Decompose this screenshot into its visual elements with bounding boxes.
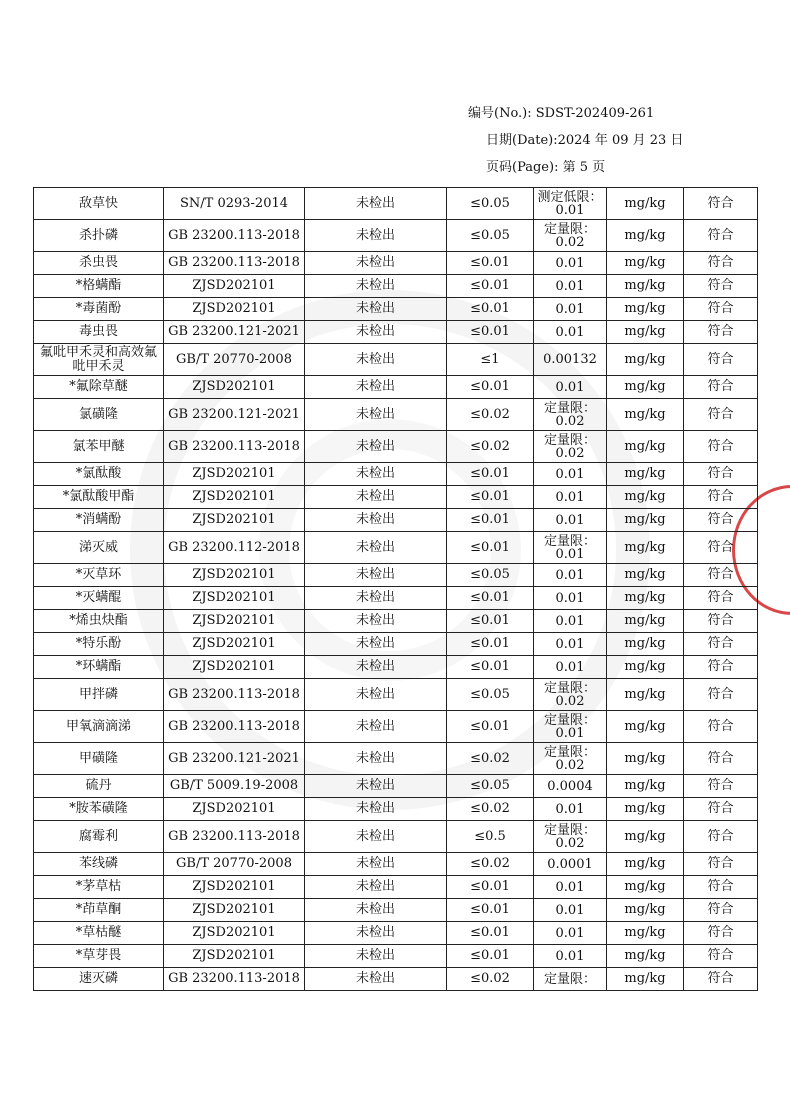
limit-cell: 0.01 <box>534 798 607 821</box>
table-row <box>34 899 758 922</box>
item-name-cell: *毒菌酚 <box>34 298 164 321</box>
result-cell: 未检出 <box>305 344 447 376</box>
result-cell: 未检出 <box>305 587 447 610</box>
table-row <box>34 376 758 399</box>
verdict-cell: 符合 <box>684 610 758 633</box>
limit-cell: 测定低限：0.01 <box>534 188 607 220</box>
table-row <box>34 587 758 610</box>
verdict-cell: 符合 <box>684 220 758 252</box>
method-cell: ZJSD202101 <box>164 922 305 945</box>
verdict-cell: 符合 <box>684 252 758 275</box>
limit-cell: 定量限：0.01 <box>534 711 607 743</box>
verdict-cell: 符合 <box>684 711 758 743</box>
result-cell: 未检出 <box>305 876 447 899</box>
result-cell: 未检出 <box>305 610 447 633</box>
item-name-cell: 氟吡甲禾灵和高效氟吡甲禾灵 <box>34 344 164 376</box>
method-cell: SN/T 0293-2014 <box>164 188 305 220</box>
table-row <box>34 275 758 298</box>
unit-cell: mg/kg <box>607 532 684 564</box>
verdict-cell: 符合 <box>684 656 758 679</box>
item-name-cell: *茚草酮 <box>34 899 164 922</box>
item-name-cell: *消螨酚 <box>34 509 164 532</box>
limit-cell: 定量限：0.02 <box>534 431 607 463</box>
result-cell: 未检出 <box>305 252 447 275</box>
method-cell: ZJSD202101 <box>164 656 305 679</box>
table-row <box>34 509 758 532</box>
table-row <box>34 486 758 509</box>
limit-cell: 0.0004 <box>534 775 607 798</box>
unit-cell: mg/kg <box>607 610 684 633</box>
method-cell: ZJSD202101 <box>164 463 305 486</box>
item-name-cell: *草芽畏 <box>34 945 164 968</box>
item-name-cell: 甲拌磷 <box>34 679 164 711</box>
standard-cell: ≤0.05 <box>447 220 534 252</box>
table-row <box>34 743 758 775</box>
item-name-cell: *胺苯磺隆 <box>34 798 164 821</box>
standard-cell: ≤0.01 <box>447 633 534 656</box>
table-row <box>34 532 758 564</box>
verdict-cell: 符合 <box>684 188 758 220</box>
verdict-cell: 符合 <box>684 775 758 798</box>
standard-cell: ≤1 <box>447 344 534 376</box>
result-cell: 未检出 <box>305 564 447 587</box>
standard-cell: ≤0.01 <box>447 587 534 610</box>
limit-cell: 0.01 <box>534 275 607 298</box>
result-cell: 未检出 <box>305 431 447 463</box>
table-row <box>34 220 758 252</box>
test-results-table <box>33 187 758 991</box>
limit-cell: 定量限：0.02 <box>534 220 607 252</box>
standard-cell: ≤0.01 <box>447 899 534 922</box>
result-cell: 未检出 <box>305 968 447 991</box>
unit-cell: mg/kg <box>607 968 684 991</box>
limit-cell: 定量限：0.02 <box>534 399 607 431</box>
limit-cell: 0.01 <box>534 509 607 532</box>
report-date: 日期(Date):2024 年 09 月 23 日 <box>486 133 684 148</box>
table-row <box>34 679 758 711</box>
method-cell: ZJSD202101 <box>164 376 305 399</box>
standard-cell: ≤0.02 <box>447 798 534 821</box>
verdict-cell: 符合 <box>684 853 758 876</box>
limit-cell: 0.01 <box>534 656 607 679</box>
result-cell: 未检出 <box>305 775 447 798</box>
unit-cell: mg/kg <box>607 587 684 610</box>
unit-cell: mg/kg <box>607 463 684 486</box>
item-name-cell: 毒虫畏 <box>34 321 164 344</box>
unit-cell: mg/kg <box>607 509 684 532</box>
unit-cell: mg/kg <box>607 876 684 899</box>
verdict-cell: 符合 <box>684 431 758 463</box>
item-name-cell: 氯苯甲醚 <box>34 431 164 463</box>
method-cell: ZJSD202101 <box>164 509 305 532</box>
item-name-cell: 涕灭威 <box>34 532 164 564</box>
unit-cell: mg/kg <box>607 945 684 968</box>
item-name-cell: 甲氧滴滴涕 <box>34 711 164 743</box>
method-cell: ZJSD202101 <box>164 945 305 968</box>
method-cell: GB 23200.121-2021 <box>164 321 305 344</box>
table-row <box>34 798 758 821</box>
verdict-cell: 符合 <box>684 298 758 321</box>
limit-cell: 0.01 <box>534 564 607 587</box>
standard-cell: ≤0.02 <box>447 743 534 775</box>
table-row <box>34 252 758 275</box>
table-row <box>34 564 758 587</box>
item-name-cell: *氯酞酸 <box>34 463 164 486</box>
unit-cell: mg/kg <box>607 188 684 220</box>
limit-cell: 0.01 <box>534 899 607 922</box>
unit-cell: mg/kg <box>607 486 684 509</box>
limit-cell: 0.01 <box>534 376 607 399</box>
verdict-cell: 符合 <box>684 633 758 656</box>
item-name-cell: 硫丹 <box>34 775 164 798</box>
unit-cell: mg/kg <box>607 711 684 743</box>
item-name-cell: *茅草枯 <box>34 876 164 899</box>
verdict-cell: 符合 <box>684 399 758 431</box>
method-cell: ZJSD202101 <box>164 275 305 298</box>
method-cell: ZJSD202101 <box>164 633 305 656</box>
limit-cell: 0.01 <box>534 321 607 344</box>
result-cell: 未检出 <box>305 399 447 431</box>
method-cell: GB 23200.113-2018 <box>164 220 305 252</box>
unit-cell: mg/kg <box>607 679 684 711</box>
method-cell: GB 23200.113-2018 <box>164 821 305 853</box>
item-name-cell: 速灭磷 <box>34 968 164 991</box>
result-cell: 未检出 <box>305 711 447 743</box>
unit-cell: mg/kg <box>607 922 684 945</box>
limit-cell: 定量限：0.02 <box>534 743 607 775</box>
item-name-cell: 苯线磷 <box>34 853 164 876</box>
table-row <box>34 344 758 376</box>
method-cell: GB 23200.113-2018 <box>164 431 305 463</box>
verdict-cell: 符合 <box>684 876 758 899</box>
standard-cell: ≤0.05 <box>447 188 534 220</box>
table-row <box>34 321 758 344</box>
verdict-cell: 符合 <box>684 743 758 775</box>
limit-cell: 0.01 <box>534 486 607 509</box>
unit-cell: mg/kg <box>607 853 684 876</box>
table-row <box>34 463 758 486</box>
method-cell: GB/T 20770-2008 <box>164 344 305 376</box>
unit-cell: mg/kg <box>607 275 684 298</box>
unit-cell: mg/kg <box>607 321 684 344</box>
verdict-cell: 符合 <box>684 463 758 486</box>
item-name-cell: 杀虫畏 <box>34 252 164 275</box>
unit-cell: mg/kg <box>607 775 684 798</box>
method-cell: GB/T 5009.19-2008 <box>164 775 305 798</box>
result-cell: 未检出 <box>305 188 447 220</box>
unit-cell: mg/kg <box>607 798 684 821</box>
item-name-cell: *氟除草醚 <box>34 376 164 399</box>
verdict-cell: 符合 <box>684 486 758 509</box>
item-name-cell: *氯酞酸甲酯 <box>34 486 164 509</box>
limit-cell: 0.01 <box>534 945 607 968</box>
unit-cell: mg/kg <box>607 298 684 321</box>
limit-cell: 0.01 <box>534 298 607 321</box>
table-row <box>34 298 758 321</box>
method-cell: GB 23200.113-2018 <box>164 711 305 743</box>
standard-cell: ≤0.01 <box>447 321 534 344</box>
table-row <box>34 775 758 798</box>
standard-cell: ≤0.02 <box>447 853 534 876</box>
unit-cell: mg/kg <box>607 376 684 399</box>
item-name-cell: 敌草快 <box>34 188 164 220</box>
verdict-cell: 符合 <box>684 509 758 532</box>
table-row <box>34 633 758 656</box>
verdict-cell: 符合 <box>684 275 758 298</box>
item-name-cell: 甲磺隆 <box>34 743 164 775</box>
limit-cell: 定量限： <box>534 968 607 991</box>
result-cell: 未检出 <box>305 743 447 775</box>
result-cell: 未检出 <box>305 679 447 711</box>
unit-cell: mg/kg <box>607 399 684 431</box>
limit-cell: 定量限：0.02 <box>534 821 607 853</box>
table-row <box>34 711 758 743</box>
standard-cell: ≤0.01 <box>447 463 534 486</box>
report-number: 编号(No.): SDST-202409-261 <box>468 106 655 121</box>
limit-cell: 0.00132 <box>534 344 607 376</box>
unit-cell: mg/kg <box>607 564 684 587</box>
verdict-cell: 符合 <box>684 344 758 376</box>
table-row <box>34 610 758 633</box>
standard-cell: ≤0.01 <box>447 532 534 564</box>
standard-cell: ≤0.01 <box>447 509 534 532</box>
standard-cell: ≤0.01 <box>447 711 534 743</box>
result-cell: 未检出 <box>305 798 447 821</box>
verdict-cell: 符合 <box>684 968 758 991</box>
verdict-cell: 符合 <box>684 679 758 711</box>
item-name-cell: *环螨酯 <box>34 656 164 679</box>
result-cell: 未检出 <box>305 532 447 564</box>
verdict-cell: 符合 <box>684 899 758 922</box>
standard-cell: ≤0.5 <box>447 821 534 853</box>
limit-cell: 定量限：0.01 <box>534 532 607 564</box>
limit-cell: 0.01 <box>534 876 607 899</box>
unit-cell: mg/kg <box>607 252 684 275</box>
table-row <box>34 399 758 431</box>
verdict-cell: 符合 <box>684 821 758 853</box>
item-name-cell: *烯虫炔酯 <box>34 610 164 633</box>
standard-cell: ≤0.05 <box>447 679 534 711</box>
method-cell: ZJSD202101 <box>164 899 305 922</box>
standard-cell: ≤0.01 <box>447 486 534 509</box>
method-cell: GB 23200.121-2021 <box>164 743 305 775</box>
item-name-cell: *草枯醚 <box>34 922 164 945</box>
limit-cell: 0.0001 <box>534 853 607 876</box>
table-row <box>34 853 758 876</box>
table-row <box>34 431 758 463</box>
unit-cell: mg/kg <box>607 899 684 922</box>
result-cell: 未检出 <box>305 899 447 922</box>
method-cell: ZJSD202101 <box>164 798 305 821</box>
standard-cell: ≤0.01 <box>447 656 534 679</box>
verdict-cell: 符合 <box>684 798 758 821</box>
item-name-cell: *特乐酚 <box>34 633 164 656</box>
table-row <box>34 968 758 991</box>
method-cell: ZJSD202101 <box>164 298 305 321</box>
result-cell: 未检出 <box>305 821 447 853</box>
unit-cell: mg/kg <box>607 633 684 656</box>
verdict-cell: 符合 <box>684 532 758 564</box>
method-cell: GB 23200.112-2018 <box>164 532 305 564</box>
unit-cell: mg/kg <box>607 220 684 252</box>
standard-cell: ≤0.02 <box>447 968 534 991</box>
item-name-cell: 杀扑磷 <box>34 220 164 252</box>
standard-cell: ≤0.02 <box>447 431 534 463</box>
limit-cell: 0.01 <box>534 610 607 633</box>
verdict-cell: 符合 <box>684 587 758 610</box>
unit-cell: mg/kg <box>607 656 684 679</box>
result-cell: 未检出 <box>305 220 447 252</box>
result-cell: 未检出 <box>305 656 447 679</box>
unit-cell: mg/kg <box>607 821 684 853</box>
limit-cell: 0.01 <box>534 463 607 486</box>
result-cell: 未检出 <box>305 463 447 486</box>
standard-cell: ≤0.01 <box>447 945 534 968</box>
limit-cell: 0.01 <box>534 633 607 656</box>
standard-cell: ≤0.01 <box>447 876 534 899</box>
limit-cell: 0.01 <box>534 587 607 610</box>
result-cell: 未检出 <box>305 922 447 945</box>
table-row <box>34 945 758 968</box>
verdict-cell: 符合 <box>684 945 758 968</box>
result-cell: 未检出 <box>305 321 447 344</box>
result-cell: 未检出 <box>305 945 447 968</box>
limit-cell: 0.01 <box>534 922 607 945</box>
page-number: 页码(Page): 第 5 页 <box>486 160 606 175</box>
standard-cell: ≤0.01 <box>447 275 534 298</box>
verdict-cell: 符合 <box>684 321 758 344</box>
method-cell: ZJSD202101 <box>164 564 305 587</box>
result-cell: 未检出 <box>305 509 447 532</box>
result-cell: 未检出 <box>305 275 447 298</box>
unit-cell: mg/kg <box>607 431 684 463</box>
standard-cell: ≤0.05 <box>447 775 534 798</box>
result-cell: 未检出 <box>305 486 447 509</box>
item-name-cell: 腐霉利 <box>34 821 164 853</box>
standard-cell: ≤0.02 <box>447 399 534 431</box>
method-cell: ZJSD202101 <box>164 610 305 633</box>
table-row <box>34 656 758 679</box>
item-name-cell: *灭螨醌 <box>34 587 164 610</box>
verdict-cell: 符合 <box>684 564 758 587</box>
standard-cell: ≤0.01 <box>447 922 534 945</box>
table-row <box>34 876 758 899</box>
unit-cell: mg/kg <box>607 743 684 775</box>
table-row <box>34 821 758 853</box>
unit-cell: mg/kg <box>607 344 684 376</box>
method-cell: GB 23200.113-2018 <box>164 252 305 275</box>
standard-cell: ≤0.01 <box>447 298 534 321</box>
result-cell: 未检出 <box>305 853 447 876</box>
table-row <box>34 922 758 945</box>
standard-cell: ≤0.05 <box>447 564 534 587</box>
standard-cell: ≤0.01 <box>447 252 534 275</box>
method-cell: ZJSD202101 <box>164 876 305 899</box>
result-cell: 未检出 <box>305 633 447 656</box>
result-cell: 未检出 <box>305 376 447 399</box>
result-cell: 未检出 <box>305 298 447 321</box>
item-name-cell: 氯磺隆 <box>34 399 164 431</box>
table-row <box>34 188 758 220</box>
limit-cell: 0.01 <box>534 252 607 275</box>
method-cell: ZJSD202101 <box>164 486 305 509</box>
standard-cell: ≤0.01 <box>447 610 534 633</box>
item-name-cell: *灭草环 <box>34 564 164 587</box>
verdict-cell: 符合 <box>684 922 758 945</box>
method-cell: GB 23200.113-2018 <box>164 679 305 711</box>
standard-cell: ≤0.01 <box>447 376 534 399</box>
item-name-cell: *格螨酯 <box>34 275 164 298</box>
verdict-cell: 符合 <box>684 376 758 399</box>
method-cell: GB 23200.113-2018 <box>164 968 305 991</box>
method-cell: GB 23200.121-2021 <box>164 399 305 431</box>
method-cell: ZJSD202101 <box>164 587 305 610</box>
limit-cell: 定量限：0.02 <box>534 679 607 711</box>
method-cell: GB/T 20770-2008 <box>164 853 305 876</box>
